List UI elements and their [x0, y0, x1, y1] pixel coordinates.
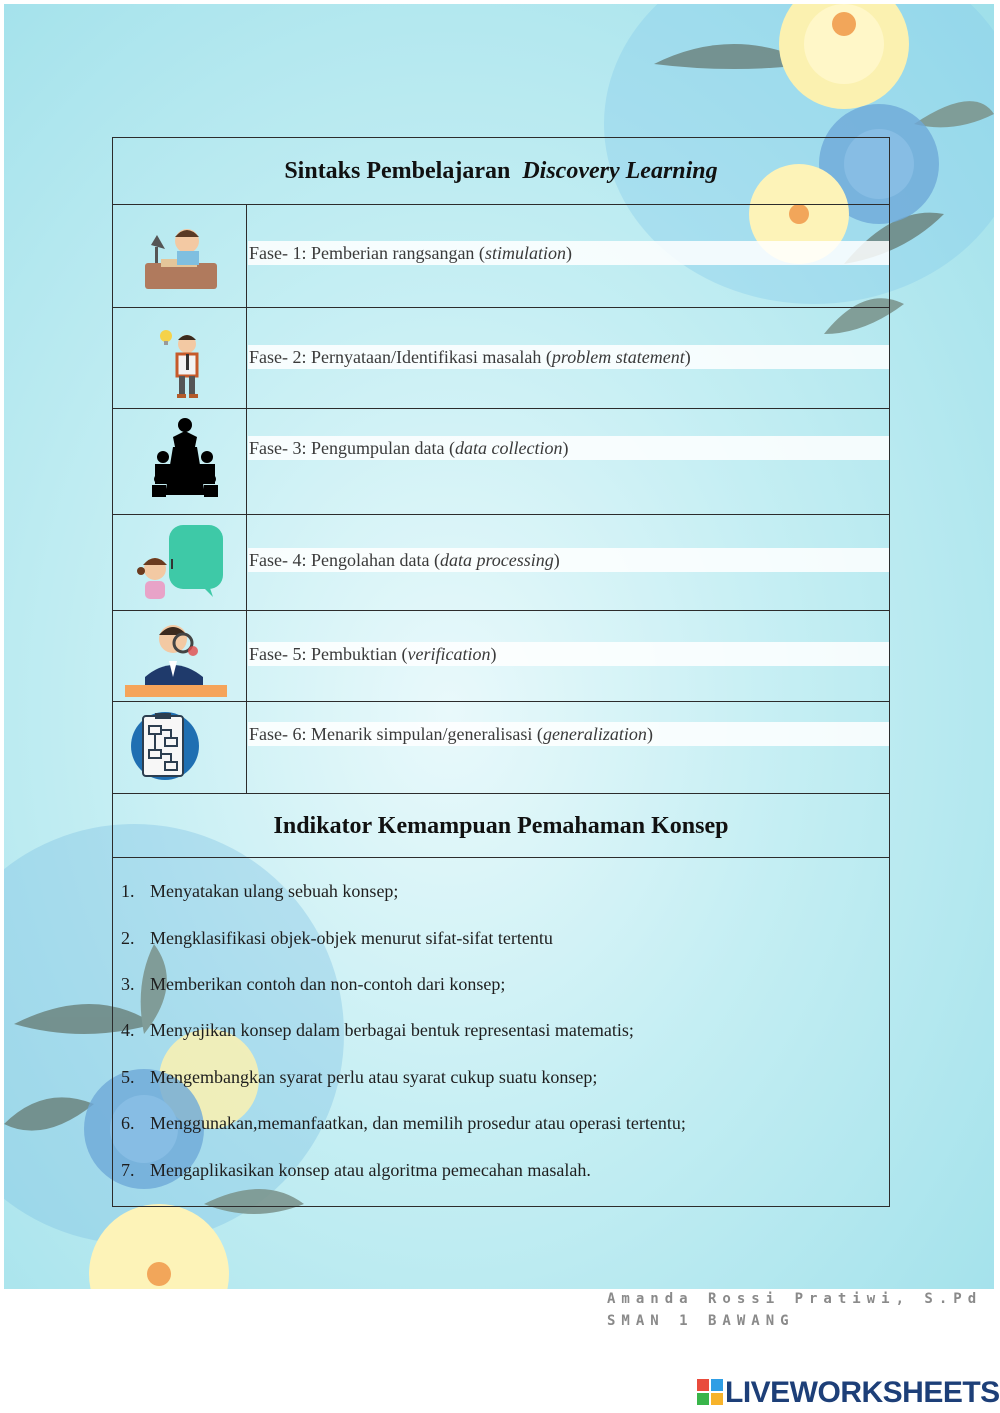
liveworksheets-logo-icon [697, 1379, 723, 1405]
phase-label [248, 345, 889, 369]
thinking-man-icon [157, 328, 207, 400]
list-item [121, 881, 398, 902]
phase-text: Fase- 4: Pengolahan data ( [249, 550, 440, 570]
list-number: 1. [121, 881, 135, 901]
list-item [121, 928, 553, 949]
title-main: Sintaks Pembelajaran [284, 158, 511, 184]
school-name: SMAN 1 BAWANG [607, 1313, 795, 1329]
phase-term: data processing [439, 550, 554, 570]
list-number: 2. [121, 928, 135, 948]
teacher-at-desk-icon [143, 225, 219, 291]
phase-term: data collection [454, 438, 563, 458]
phase-text: Fase- 5: Pembuktian ( [249, 644, 408, 664]
list-item [121, 1113, 686, 1134]
list-number: 4. [121, 1020, 135, 1040]
phase-text: Fase- 1: Pemberian rangsangan ( [249, 243, 485, 263]
list-number: 7. [121, 1160, 135, 1180]
list-text: Mengaplikasikan konsep atau algoritma pemecahan masalah. [150, 1160, 591, 1180]
phase-text: Fase- 6: Menarik simpulan/generalisasi ( [249, 724, 543, 744]
phase-icon-cell [113, 205, 247, 307]
worksheet-table [112, 137, 890, 1207]
phase-label [248, 241, 889, 265]
phase-close: ) [553, 550, 560, 570]
list-text: Menggunakan,memanfaatkan, dan memilih prosedur atau operasi tertentu; [150, 1113, 686, 1133]
list-item [121, 1020, 634, 1041]
girl-speech-bubble-icon [133, 523, 225, 603]
magnifier-man-icon [121, 617, 233, 701]
list-text: Mengembangkan syarat perlu atau syarat cukup suatu konsep; [150, 1067, 598, 1087]
phase-close: ) [490, 644, 497, 664]
phase-term: generalization [542, 724, 647, 744]
phase-icon-cell [113, 611, 247, 701]
phase-label [248, 548, 889, 572]
meeting-group-icon [151, 417, 219, 497]
phase-label [248, 436, 889, 460]
phase-label [248, 642, 889, 666]
phase-close: ) [565, 243, 572, 263]
phase-close: ) [562, 438, 569, 458]
list-item [121, 974, 505, 995]
phase-row-6 [113, 702, 889, 794]
list-text: Menyajikan konsep dalam berbagai bentuk representasi matematis; [150, 1020, 634, 1040]
phase-row-1 [113, 205, 889, 308]
phase-row-3 [113, 409, 889, 515]
list-text: Mengklasifikasi objek-objek menurut sifat-sifat tertentu [150, 928, 553, 948]
phase-row-2 [113, 308, 889, 409]
brand-name: LIVEWORKSHEETS [725, 1376, 1000, 1409]
liveworksheets-brand[interactable] [697, 1376, 1000, 1410]
page-title [113, 158, 889, 185]
phase-label [248, 722, 889, 746]
list-item [121, 1160, 591, 1181]
phase-row-5 [113, 611, 889, 702]
phase-text: Fase- 3: Pengumpulan data ( [249, 438, 455, 458]
phase-icon-cell [113, 308, 247, 408]
list-text: Menyatakan ulang sebuah konsep; [150, 881, 399, 901]
list-number: 3. [121, 974, 135, 994]
phase-icon-cell [113, 409, 247, 514]
phase-term: stimulation [484, 243, 566, 263]
title-row [113, 138, 889, 205]
phase-term: verification [407, 644, 491, 664]
list-number: 5. [121, 1067, 135, 1087]
phase-icon-cell [113, 702, 247, 793]
list-text: Memberikan contoh dan non-contoh dari konsep; [150, 974, 506, 994]
indicator-title-row [113, 794, 889, 858]
phase-icon-cell [113, 515, 247, 610]
phase-row-4 [113, 515, 889, 611]
list-item [121, 1067, 597, 1088]
title-italic: Discovery Learning [522, 158, 718, 184]
phase-close: ) [646, 724, 653, 744]
phase-close: ) [684, 347, 691, 367]
list-number: 6. [121, 1113, 135, 1133]
author-name: Amanda Rossi Pratiwi, S.Pd [607, 1291, 983, 1307]
phase-term: problem statement [551, 347, 685, 367]
clipboard-flowchart-icon [129, 710, 201, 782]
indicator-title: Indikator Kemampuan Pemahaman Konsep [273, 813, 729, 839]
phase-text: Fase- 2: Pernyataan/Identifikasi masalah ( [249, 347, 552, 367]
